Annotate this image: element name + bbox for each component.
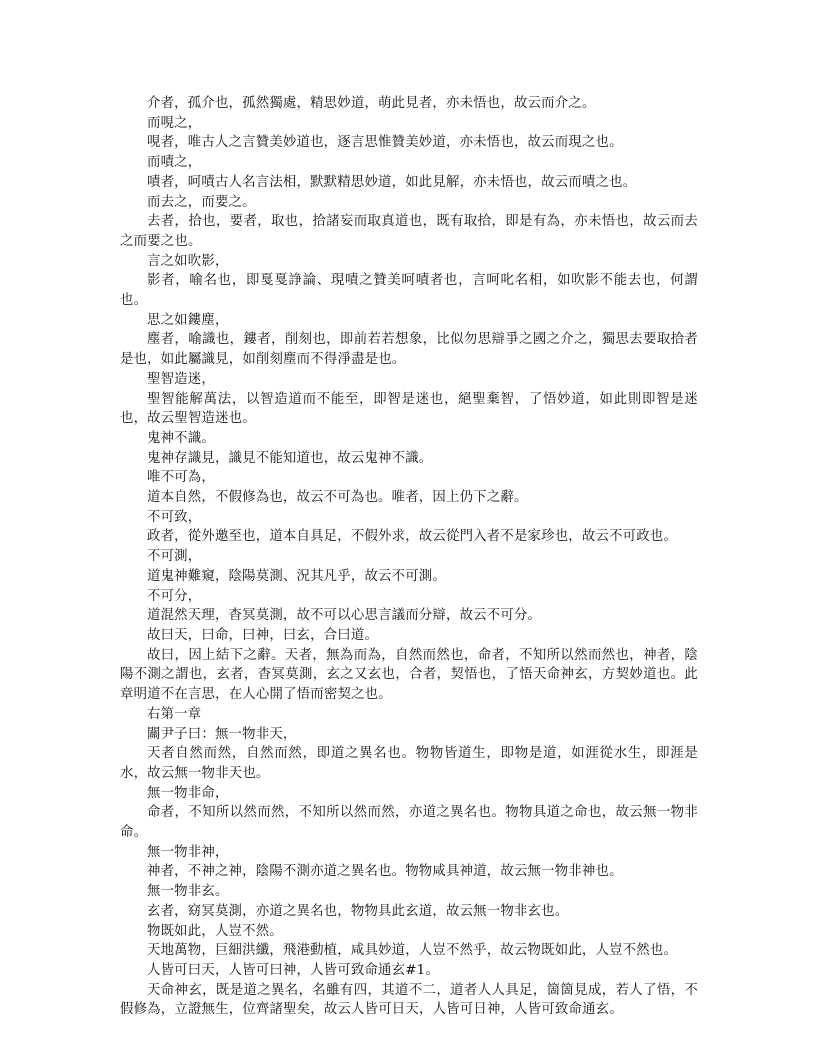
heading-line: 不可測， <box>147 549 202 565</box>
paragraph: 塵者，喻識也，鏤者，削刻也，即前若若想象，比似勿思辯爭之國之介之，獨思去要取拾者是也，如此屬識見，如削刻塵而不得淨盡是也。 <box>120 332 698 368</box>
chapter-marker: 右第一章 <box>147 706 202 722</box>
paragraph: 哯者，唯古人之言贊美妙道也，逐言思惟贊美妙道，亦未悟也，故云而現之也。 <box>147 135 623 151</box>
paragraph: 政者，從外邀至也，道本自具足，不假外求，故云從門入者不是家珍也，故云不可政也。 <box>147 529 678 545</box>
paragraph: 命者，不知所以然而然，不知所以然而然，亦道之異名也。物物具道之命也，故云無一物非命。 <box>120 805 698 841</box>
paragraph: 聖智能解萬法，以智造道而不能至，即智是迷也，絕聖棄智，了悟妙道，如此則即智是迷也，故云聖智造迷也。 <box>120 391 698 427</box>
heading-line: 無一物非玄。 <box>147 884 229 900</box>
paragraph: 故曰，因上結下之辭。天者，無為而為，自然而然也，命者，不知所以然而然也，神者，陰陽不測之謂也，玄者，杳冥莫測，玄之又玄也，合者，契悟也，了悟天命神玄，方契妙道也。此章明道不在言思，在人心開了悟而密契之也。 <box>120 647 698 703</box>
heading-line: 物既如此，人豈不然。 <box>147 923 283 939</box>
heading-line: 無一物非命， <box>147 785 229 801</box>
heading-line: 而哯之， <box>147 115 202 131</box>
heading-line: 人皆可曰天，人皆可曰神，人皆可致命通玄#1。 <box>147 962 439 978</box>
heading-line: 思之如鏤塵， <box>147 312 229 328</box>
document-page <box>120 94 698 1020</box>
paragraph: 神者，不神之神，陰陽不測亦道之異名也。物物咸具神道，故云無一物非神也。 <box>147 864 623 880</box>
paragraph: 道鬼神難窺，陰陽莫測、況其凡乎，故云不可測。 <box>147 568 446 584</box>
heading-line: 言之如吹影， <box>147 253 229 269</box>
heading-line: 唯不可為， <box>147 470 215 486</box>
paragraph: 鬼神存識見，識見不能知道也，故云鬼神不識。 <box>147 450 433 466</box>
paragraph: 故曰天，曰命，曰神，曰玄，合曰道。 <box>147 627 379 643</box>
heading-line: 鬼神不識。 <box>147 430 215 446</box>
paragraph: 天命神玄，既是道之異名，名雖有四，其道不二，道者人人具足，箇箇見成，若人了悟，不假修為，立證無生，位齊諸聖矣，故云人皆可日天，人皆可日神，人皆可致命通玄。 <box>120 982 698 1018</box>
heading-line: 而嘖之， <box>147 155 202 171</box>
paragraph: 嘖者，呵嘖古人名言法相，默默精思妙道，如此見解，亦未悟也，故云而嘖之也。 <box>147 174 637 190</box>
paragraph: 道本自然，不假修為也，故云不可為也。唯者，因上仍下之辭。 <box>147 490 528 506</box>
heading-line: 無一物非神， <box>147 844 229 860</box>
paragraph: 去者，拾也，要者，取也，拾諸妄而取真道也，既有取拾，即是有為，亦未悟也，故云而去之而要之也。 <box>120 214 698 249</box>
paragraph: 影者，喻名也，即戛戛諍論、現嘖之贊美呵嘖者也，言呵叱名相，如吹影不能去也，何謂也。 <box>120 273 698 309</box>
paragraph: 道混然天理，杳冥莫測，故不可以心思言議而分辯，故云不可分。 <box>147 608 542 624</box>
paragraph: 天者自然而然，自然而然，即道之異名也。物物皆道生，即物是道，如涯從水生，即涯是水，故云無一物非天也。 <box>120 746 698 781</box>
heading-line: 不可致， <box>147 509 202 525</box>
heading-line: 聖智造迷， <box>147 371 215 387</box>
heading-line: 不可分， <box>147 588 202 604</box>
heading-line: 而去之，而要之。 <box>147 194 256 210</box>
paragraph: 天地萬物，巨細洪纖，飛港動植，咸具妙道，人豈不然乎，故云物既如此，人豈不然也。 <box>147 943 678 959</box>
paragraph: 介者，孤介也，孤然獨處，精思妙道，萌此見者，亦未悟也，故云而介之。 <box>147 96 596 111</box>
heading-line: 關尹子曰：無一物非天， <box>147 726 297 742</box>
paragraph: 玄者，窈冥莫測，亦道之異名也，物物具此玄道，故云無一物非玄也。 <box>147 903 569 919</box>
